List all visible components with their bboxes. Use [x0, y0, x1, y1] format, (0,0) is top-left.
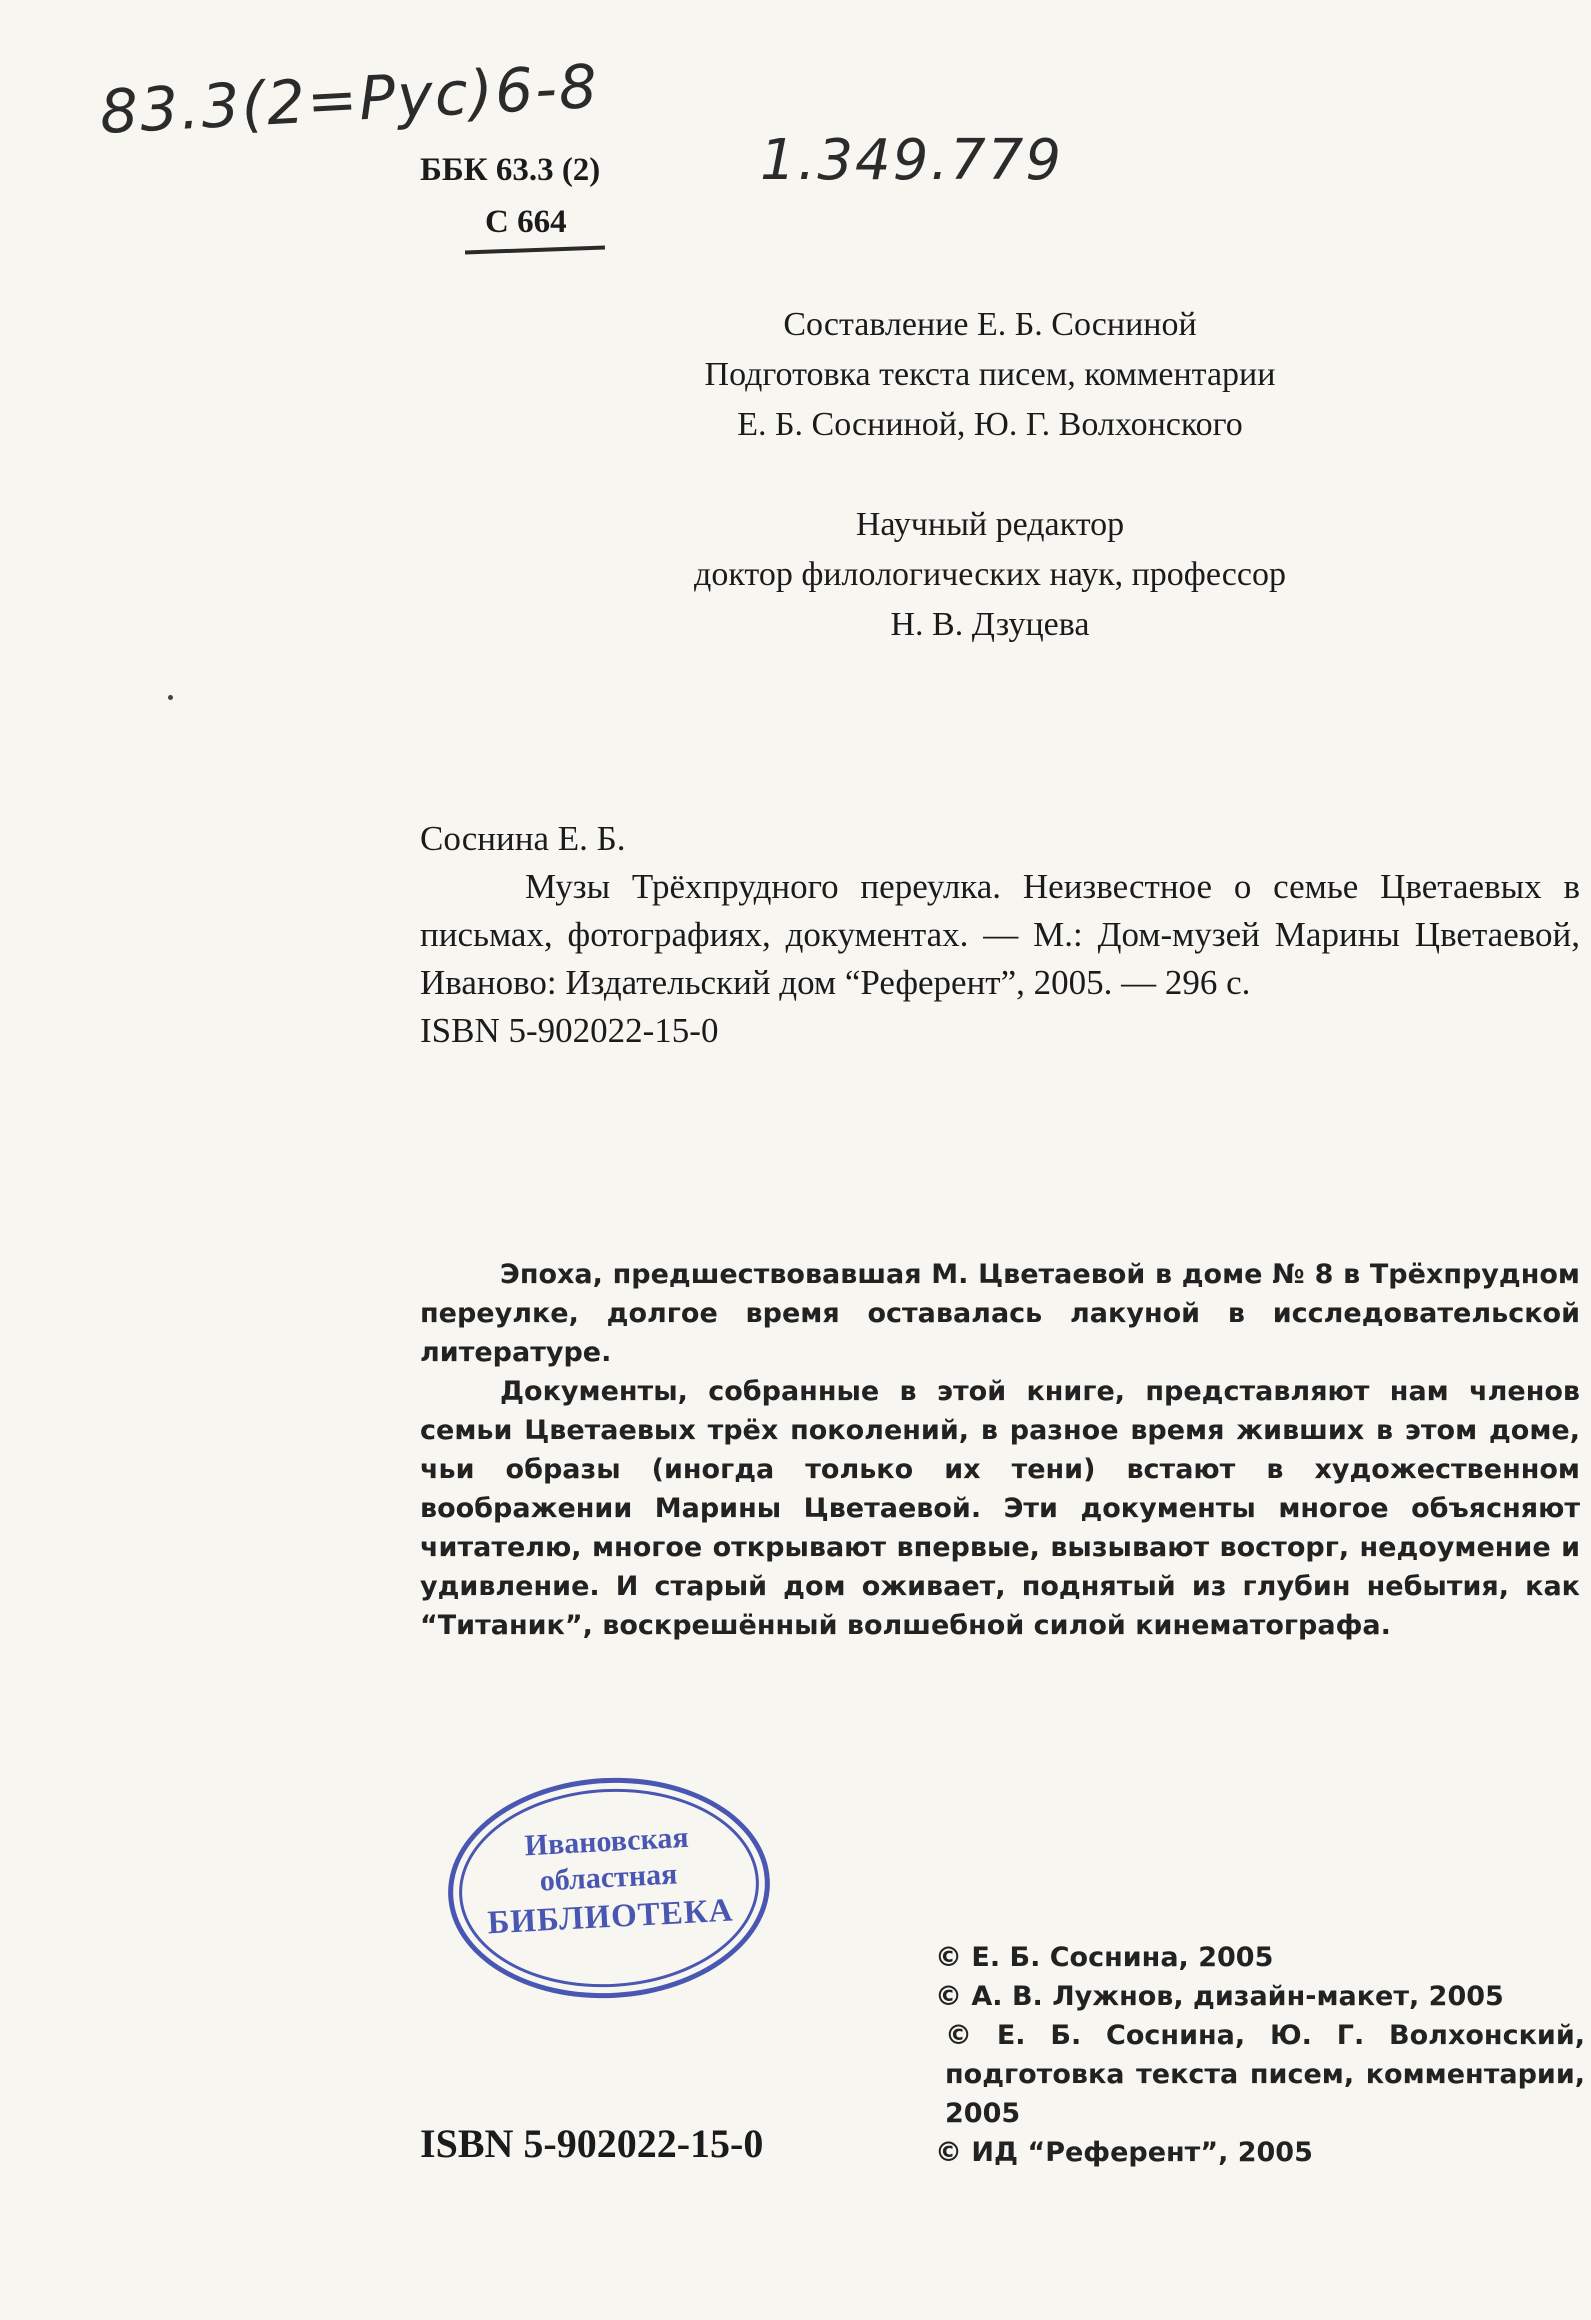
bibliographic-citation	[420, 815, 1580, 1055]
credits-line: Е. Б. Сосниной, Ю. Г. Волхонского	[737, 406, 1243, 443]
copyright-line: © Е. Б. Соснина, 2005	[935, 1942, 1274, 1973]
citation-author: Соснина Е. Б.	[420, 819, 626, 858]
stamp-line: областная	[538, 1857, 679, 1898]
citation-description: Музы Трёхпрудного переулка. Неизвестное о семье Цветаевых в письмах, фотографиях, документах. — М.: Дом-музей Марины Цветаевой, Иваново: Издательский дом “Референт”, 2005. — 296 с.	[420, 867, 1580, 1002]
author-sign-underline	[465, 246, 605, 255]
annotation-paragraph: Документы, собранные в этой книге, представляют нам членов семьи Цветаевых трёх поколений, в разное время живших в этом доме, чьи образы (иногда только их тени) встают в художественном воображении Марины Цветаевой. Эти документы многое объясняют читателю, многое открывают впервые, вызывают восторг, недоумение и удивление. И старый дом оживает, поднятый из глубин небытия, как “Титаник”, воскрешённый волшебной силой кинематографа.	[420, 1376, 1580, 1641]
copyright-line: © ИД “Референт”, 2005	[935, 2137, 1313, 2168]
editor-line: доктор филологических наук, профессор	[694, 556, 1286, 593]
isbn-bottom: ISBN 5-902022-15-0	[420, 2121, 764, 2166]
handwritten-inventory-number: 1.349.779	[760, 128, 1064, 193]
editor-line: Научный редактор	[855, 506, 1125, 543]
annotation-paragraph: Эпоха, предшествовавшая М. Цветаевой в доме № 8 в Трёхпрудном переулке, долгое время оставалась лакуной в исследовательской литературе.	[420, 1259, 1580, 1368]
annotation	[420, 1255, 1580, 1645]
library-stamp	[442, 1770, 775, 2007]
handwritten-classification: 83.3(2=Рус)6-8	[98, 51, 601, 148]
copyright-line: © Е. Б. Соснина, Ю. Г. Волхонский, подготовка текста писем, комментарии, 2005	[945, 2020, 1585, 2129]
copyright-block	[935, 1938, 1585, 2172]
credits-block	[560, 300, 1420, 450]
author-sign: С 664	[485, 204, 567, 240]
stamp-line: Ивановская	[523, 1820, 690, 1863]
copyright-line: © А. В. Лужнов, дизайн-макет, 2005	[935, 1981, 1504, 2012]
credits-line: Составление Е. Б. Сосниной	[783, 306, 1197, 343]
speck	[168, 695, 173, 700]
bbk-index: ББК 63.3 (2)	[420, 152, 601, 188]
editor-line: Н. В. Дзуцева	[890, 606, 1090, 643]
citation-isbn: ISBN 5-902022-15-0	[420, 1011, 719, 1050]
credits-line: Подготовка текста писем, комментарии	[704, 356, 1276, 393]
stamp-line: БИБЛИОТЕКА	[486, 1892, 735, 1942]
editor-block	[560, 500, 1420, 650]
